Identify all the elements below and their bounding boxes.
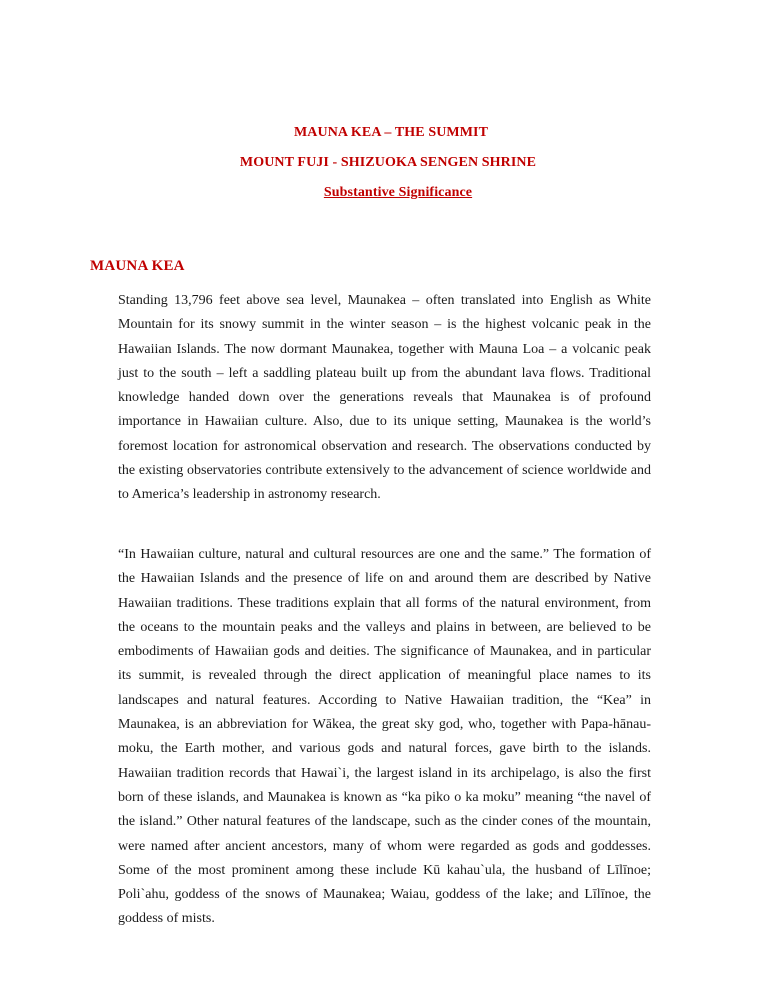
subtitle-substantive-significance: Substantive Significance: [323, 185, 473, 200]
title-mauna-kea: MAUNA KEA – THE SUMMIT: [293, 125, 489, 140]
title-mount-fuji: MOUNT FUJI - SHIZUOKA SENGEN SHRINE: [239, 155, 537, 170]
paragraph-2: “In Hawaiian culture, natural and cultural resources are one and the same.” The formation of the Hawaiian Islands and the presence of life on and around them are described by Native Hawaiian traditions. These traditions explain that all forms of the natural environment, from the oceans to the mountain peaks and the valleys and plains in between, are believed to be embodiments of Hawaiian gods and deities. The significance of Maunakea, and in particular its summit, is revealed through the direct application of meaningful place names to its landscapes and natural features. According to Native Hawaiian tradition, the “Kea” in Maunakea, is an abbreviation for Wākea, the great sky god, who, together with Papa-hānau-moku, the Earth mother, and various gods and natural forces, gave birth to the islands. Hawaiian tradition records that Hawai`i, the largest island in its archipelago, is also the first born of these islands, and Maunakea is known as “ka piko o ka moku” meaning “the navel of the island.” Other natural features of the landscape, such as the cinder cones of the mountain, were named after ancient ancestors, many of whom were regarded as gods and goddesses. Some of the most prominent among these include Kū kahau`ula, the husband of Līlīnoe; Poli`ahu, goddess of the snows of Maunakea; Waiau, goddess of the lake; and Līlīnoe, the goddess of mists.: [118, 547, 651, 927]
title-block: [0, 124, 768, 214]
paragraph-1: Standing 13,796 feet above sea level, Maunakea – often translated into English as White Mountain for its snowy summit in the winter season – is the highest volcanic peak in the Hawaiian Islands. The now dormant Maunakea, together with Mauna Loa – a volcanic peak just to the south – left a saddling plateau built up from the abundant lava flows. Traditional knowledge handed down over the generations reveals that Maunakea is of profound importance in Hawaiian culture. Also, due to its unique setting, Maunakea is the world’s foremost location for astronomical observation and research. The observations conducted by the existing observatories contribute extensively to the advancement of science worldwide and to America’s leadership in astronomy research.: [118, 293, 651, 503]
section-heading-mauna-kea: MAUNA KEA: [90, 258, 185, 274]
